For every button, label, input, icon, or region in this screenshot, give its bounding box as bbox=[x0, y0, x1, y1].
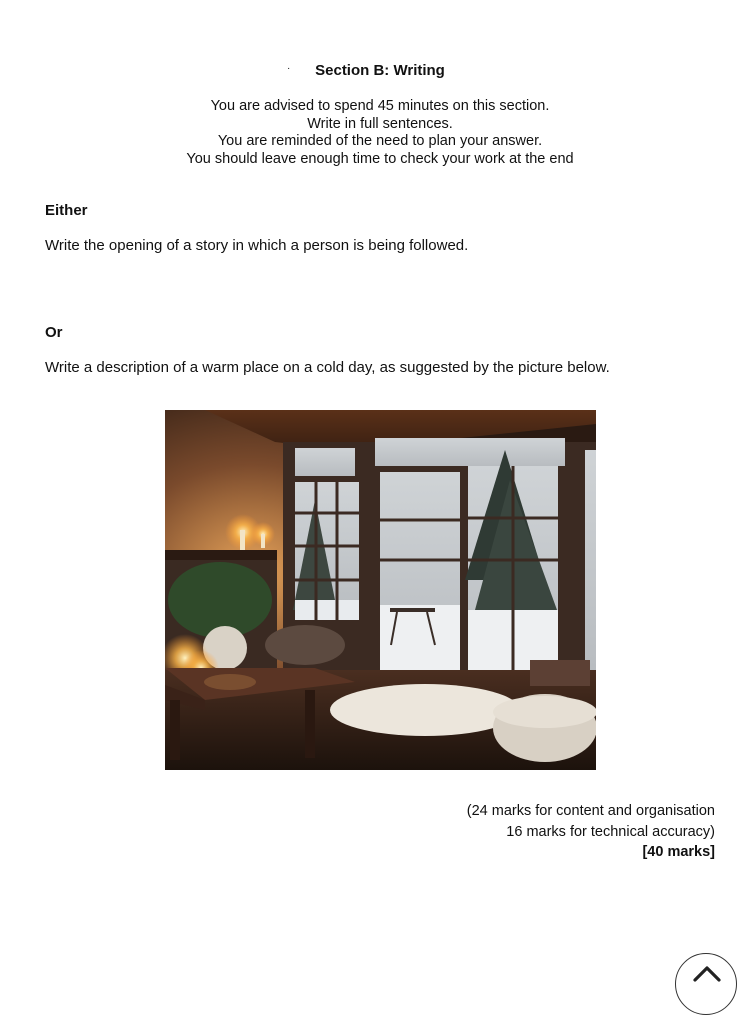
marks-content: (24 marks for content and organisation bbox=[466, 803, 715, 819]
instruction-line: Write in full sentences. bbox=[307, 115, 453, 132]
instructions bbox=[0, 98, 750, 168]
or-label: Or bbox=[45, 324, 63, 341]
either-prompt: Write the opening of a story in which a person is being followed. bbox=[45, 237, 469, 254]
instruction-line: You should leave enough time to check your work at the end bbox=[186, 150, 574, 167]
marks-allocation bbox=[467, 801, 715, 863]
instruction-line: You are reminded of the need to plan your answer. bbox=[217, 133, 543, 150]
section-title: Section B: Writing bbox=[315, 62, 445, 79]
or-prompt: Write a description of a warm place on a cold day, as suggested by the picture below. bbox=[45, 359, 610, 376]
instruction-line: You are advised to spend 45 minutes on this section. bbox=[210, 98, 550, 114]
chevron-up-icon bbox=[691, 962, 723, 984]
marks-total: [40 marks] bbox=[642, 844, 715, 860]
either-label: Either bbox=[45, 202, 88, 219]
bullet-mark: · bbox=[287, 63, 291, 74]
marks-technical: 16 marks for technical accuracy) bbox=[506, 823, 715, 840]
scroll-up-button[interactable] bbox=[675, 953, 737, 1015]
winter-room-photo bbox=[165, 410, 596, 770]
